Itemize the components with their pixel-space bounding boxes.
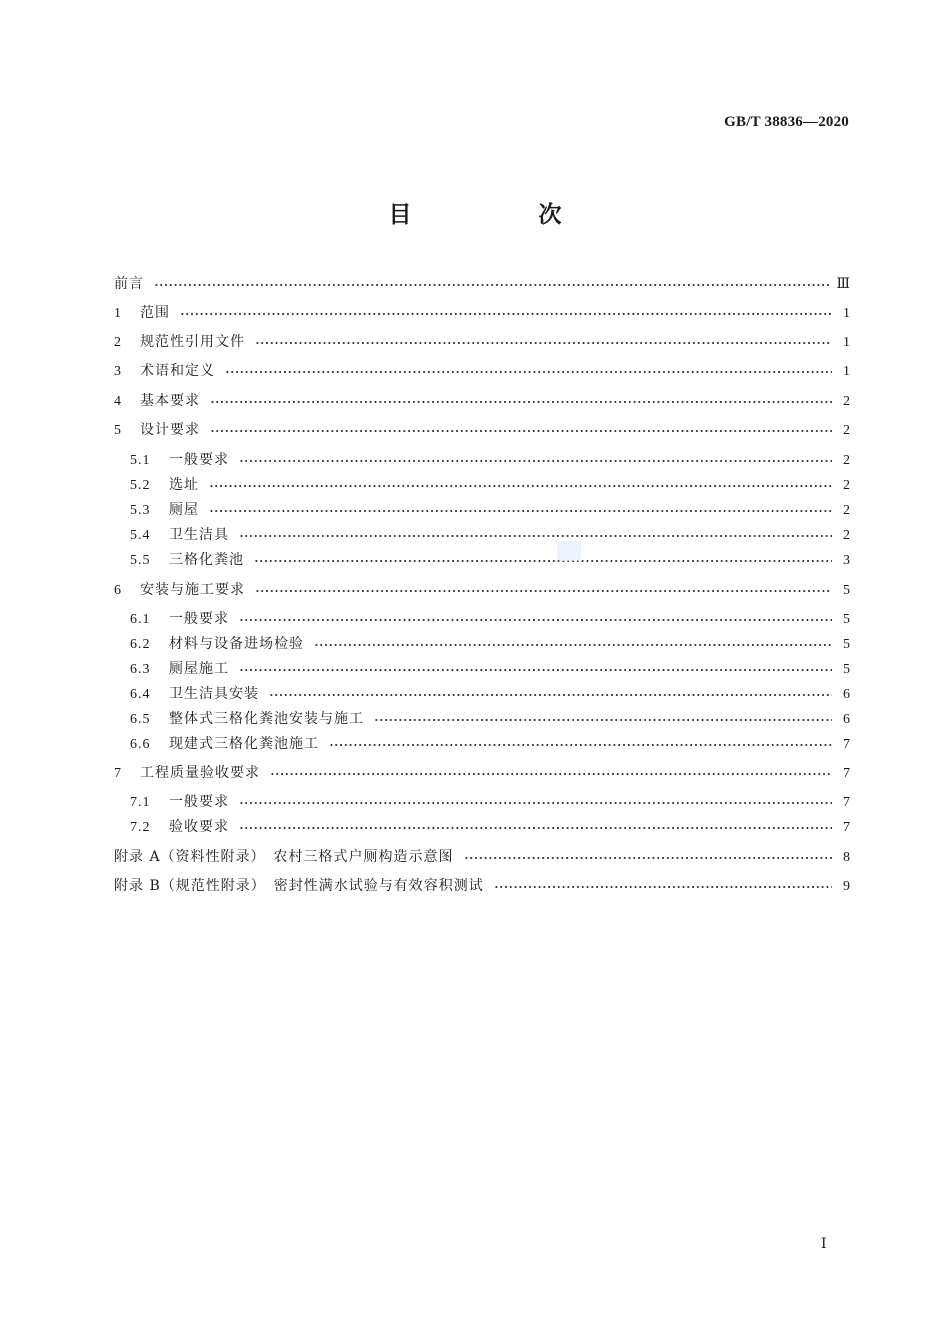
toc-entry[interactable] bbox=[114, 580, 850, 600]
toc-entry[interactable] bbox=[130, 709, 850, 729]
standard-code: GB/T 38836—2020 bbox=[724, 114, 849, 130]
toc-entry-page: 1 bbox=[843, 306, 850, 321]
toc-entry-number: 2 bbox=[114, 335, 121, 350]
toc-entry-label: 安装与施工要求 bbox=[140, 582, 245, 598]
toc-entry[interactable] bbox=[130, 792, 850, 812]
toc-entry-label: 附录 A（资料性附录） 农村三格式户厕构造示意图 bbox=[114, 849, 454, 865]
toc-entry-label: 现建式三格化粪池施工 bbox=[169, 736, 319, 752]
toc-entry-page: 7 bbox=[843, 737, 850, 752]
dot-leader bbox=[225, 370, 832, 374]
toc-entry-label: 范围 bbox=[140, 305, 170, 321]
toc-entry-label: 规范性引用文件 bbox=[140, 334, 245, 350]
dot-leader bbox=[494, 885, 832, 889]
toc-entry-number: 5.3 bbox=[130, 503, 151, 518]
toc-entry-label: 附录 B（规范性附录） 密封性满水试验与有效容积测试 bbox=[114, 878, 484, 894]
dot-leader bbox=[269, 693, 832, 697]
toc-entry-label: 前言 bbox=[114, 276, 144, 292]
toc-entry-page: 3 bbox=[843, 553, 850, 568]
toc-entry[interactable] bbox=[130, 659, 850, 679]
toc-entry-number: 6.4 bbox=[130, 687, 151, 702]
toc-entry[interactable] bbox=[130, 450, 850, 470]
toc-entry[interactable] bbox=[114, 303, 850, 323]
dot-leader bbox=[464, 856, 832, 860]
toc-entry[interactable] bbox=[114, 763, 850, 783]
toc-entry-label: 卫生洁具安装 bbox=[169, 686, 259, 702]
toc-entry-number: 7.2 bbox=[130, 820, 151, 835]
toc-entry-page: 5 bbox=[843, 612, 850, 627]
toc-entry-number: 1 bbox=[114, 306, 121, 321]
toc-entry-page: 9 bbox=[843, 879, 850, 894]
toc-entry-page: 2 bbox=[843, 394, 850, 409]
toc-entry-label: 厕屋施工 bbox=[169, 661, 229, 677]
dot-leader bbox=[180, 312, 832, 316]
toc-entry-page: 1 bbox=[843, 364, 850, 379]
toc-entry[interactable] bbox=[114, 332, 850, 352]
dot-leader bbox=[239, 534, 832, 538]
toc-entry-number: 4 bbox=[114, 394, 121, 409]
page-number: Ⅰ bbox=[821, 1237, 827, 1252]
toc-entry-number: 7 bbox=[114, 766, 121, 781]
toc-entry-label: 验收要求 bbox=[169, 819, 229, 835]
toc-entry-page: 5 bbox=[843, 637, 850, 652]
dot-leader bbox=[239, 459, 832, 463]
watermark-logo bbox=[557, 541, 581, 561]
toc-entry-number: 6.6 bbox=[130, 737, 151, 752]
toc-entry-page: 7 bbox=[843, 795, 850, 810]
toc-entry-label: 卫生洁具 bbox=[169, 527, 229, 543]
toc-entry-page: 6 bbox=[843, 712, 850, 727]
toc-entry[interactable] bbox=[130, 609, 850, 629]
toc-entry[interactable] bbox=[114, 847, 850, 867]
toc-entry-page: 2 bbox=[843, 423, 850, 438]
toc-entry[interactable] bbox=[130, 500, 850, 520]
dot-leader bbox=[270, 772, 832, 776]
toc-entry-page: 8 bbox=[843, 850, 850, 865]
dot-leader bbox=[374, 718, 832, 722]
toc-entry[interactable] bbox=[114, 361, 850, 381]
toc-entry[interactable] bbox=[130, 525, 850, 545]
dot-leader bbox=[314, 643, 832, 647]
toc-entry-label: 整体式三格化粪池安装与施工 bbox=[169, 711, 364, 727]
dot-leader bbox=[239, 668, 832, 672]
dot-leader bbox=[255, 341, 832, 345]
toc-entry-label: 一般要求 bbox=[169, 794, 229, 810]
toc-entry-number: 5 bbox=[114, 423, 121, 438]
toc-entry-number: 6.3 bbox=[130, 662, 151, 677]
dot-leader bbox=[329, 743, 832, 747]
toc-entry-label: 一般要求 bbox=[169, 611, 229, 627]
toc-entry[interactable] bbox=[114, 876, 850, 896]
toc-entry-page: 2 bbox=[843, 453, 850, 468]
toc-entry[interactable] bbox=[130, 734, 850, 754]
toc-entry-label: 选址 bbox=[169, 477, 199, 493]
toc-entry-number: 3 bbox=[114, 364, 121, 379]
dot-leader bbox=[209, 484, 832, 488]
toc-entry-label: 厕屋 bbox=[169, 502, 199, 518]
toc-entry-number: 6.2 bbox=[130, 637, 151, 652]
toc-entry[interactable] bbox=[114, 420, 850, 440]
toc-entry-page: 5 bbox=[843, 662, 850, 677]
toc-entry-page: 2 bbox=[843, 503, 850, 518]
toc-entry-page: 2 bbox=[843, 478, 850, 493]
toc-entry-number: 6 bbox=[114, 583, 121, 598]
toc-entry-number: 7.1 bbox=[130, 795, 151, 810]
dot-leader bbox=[255, 589, 832, 593]
toc-entry-page: 1 bbox=[843, 335, 850, 350]
toc-title: 目 次 bbox=[388, 201, 614, 228]
toc-entry-number: 6.1 bbox=[130, 612, 151, 627]
toc-entry-number: 5.2 bbox=[130, 478, 151, 493]
toc-entry-number: 5.5 bbox=[130, 553, 151, 568]
toc-entry[interactable] bbox=[114, 274, 850, 294]
toc-entry-label: 基本要求 bbox=[140, 393, 200, 409]
toc-entry-number: 6.5 bbox=[130, 712, 151, 727]
toc-entry[interactable] bbox=[130, 684, 850, 704]
toc-entry-label: 材料与设备进场检验 bbox=[169, 636, 304, 652]
toc-entry[interactable] bbox=[130, 475, 850, 495]
dot-leader bbox=[254, 559, 832, 563]
toc-entry-page: 6 bbox=[843, 687, 850, 702]
toc-entry-page: 7 bbox=[843, 766, 850, 781]
dot-leader bbox=[154, 283, 830, 287]
toc-entry-page: 2 bbox=[843, 528, 850, 543]
dot-leader bbox=[210, 429, 832, 433]
toc-entry-label: 工程质量验收要求 bbox=[140, 765, 260, 781]
dot-leader bbox=[210, 400, 832, 404]
toc-entry[interactable] bbox=[130, 550, 850, 570]
dot-leader bbox=[239, 801, 832, 805]
toc-entry-page: 5 bbox=[843, 583, 850, 598]
toc-entry-number: 5.1 bbox=[130, 453, 151, 468]
toc-entry[interactable] bbox=[114, 391, 850, 411]
dot-leader bbox=[209, 509, 832, 513]
toc-entry-number: 5.4 bbox=[130, 528, 151, 543]
toc-entry-page: 7 bbox=[843, 820, 850, 835]
toc-entry-label: 一般要求 bbox=[169, 452, 229, 468]
toc-entry-label: 术语和定义 bbox=[140, 363, 215, 379]
toc-entry[interactable] bbox=[130, 817, 850, 837]
dot-leader bbox=[239, 618, 832, 622]
toc-entry-label: 设计要求 bbox=[140, 422, 200, 438]
dot-leader bbox=[239, 826, 832, 830]
toc-entry-page: Ⅲ bbox=[836, 277, 850, 292]
toc-entry-label: 三格化粪池 bbox=[169, 552, 244, 568]
toc-entry[interactable] bbox=[130, 634, 850, 654]
